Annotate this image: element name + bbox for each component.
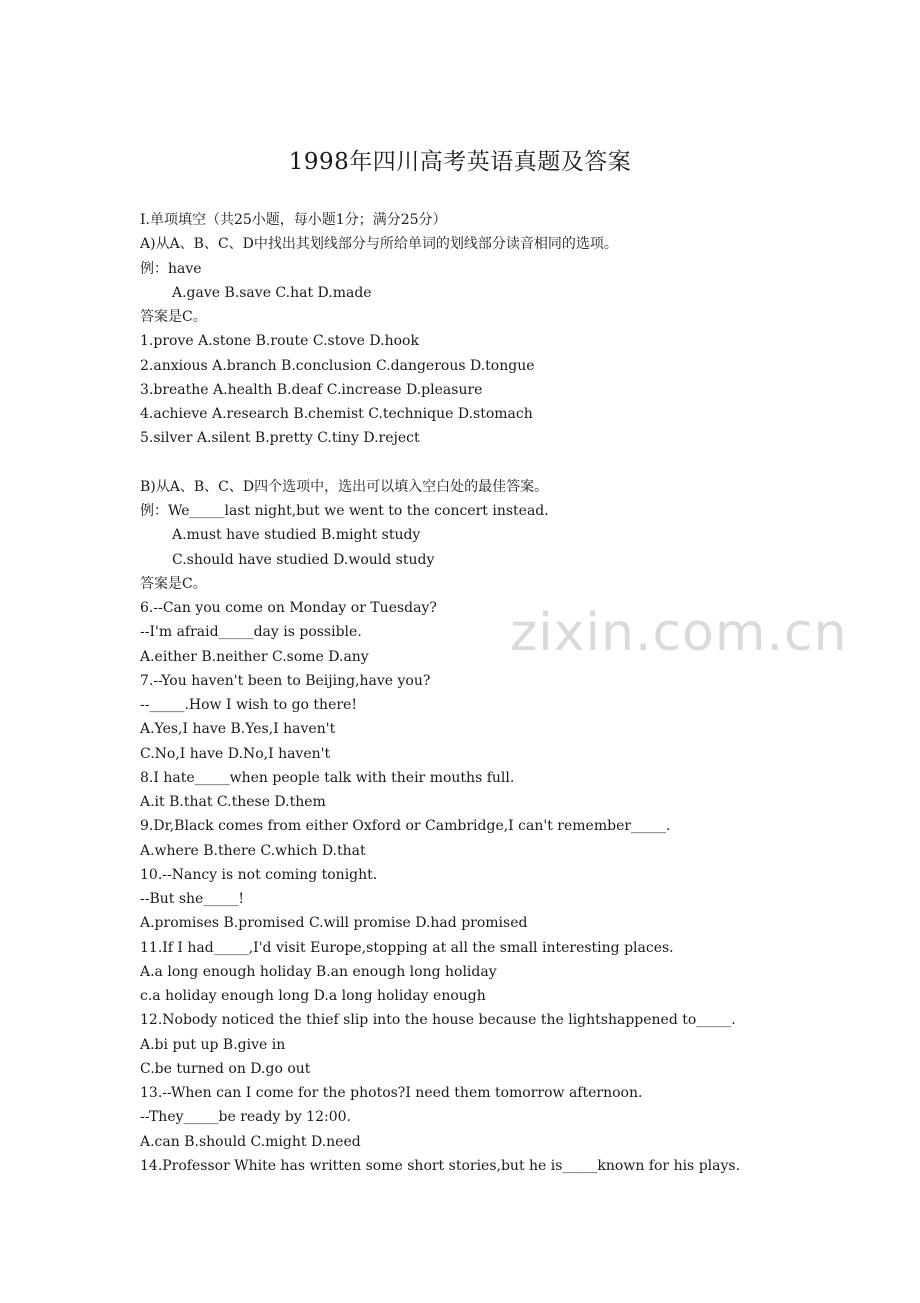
blank-line (140, 451, 800, 475)
text-line: 6.--Can you come on Monday or Tuesday? (140, 600, 437, 616)
text-line: 9.Dr,Black comes from either Oxford or Cambridge,I can't remember_____. (140, 818, 671, 835)
text-line: 1.prove A.stone B.route C.stove D.hook (140, 333, 419, 350)
text-line: A.bi put up B.give in (140, 1036, 286, 1053)
text-line: c.a holiday enough long D.a long holiday enough (140, 988, 486, 1004)
text-line: A.Yes,I have B.Yes,I haven't (140, 721, 336, 738)
text-line: 14.Professor White has written some short stories,but he is_____known for his plays. (140, 1157, 741, 1174)
text-line: Ⅰ.单项填空（共25小题，每小题1分；满分25分） (140, 212, 447, 228)
text-line: A.can B.should C.might D.need (140, 1133, 361, 1150)
text-line: A.where B.there C.which D.that (140, 842, 366, 859)
text-line: 8.I hate_____when people talk with their mouths full. (140, 769, 515, 786)
text-line: C.be turned on D.go out (140, 1060, 311, 1077)
text-line: A.it B.that C.these D.them (140, 794, 326, 810)
text-line: C.should have studied D.would study (172, 551, 435, 568)
text-line: 3.breathe A.health B.deaf C.increase D.pleasure (140, 381, 483, 398)
page-title: 1998年四川高考英语真题及答案 (288, 149, 632, 175)
text-line: 答案是C。 (140, 575, 207, 592)
text-line: 11.If I had_____,I'd visit Europe,stopping at all the small interesting places. (140, 939, 674, 956)
text-line: 例：have (140, 260, 202, 277)
text-line: 4.achieve A.research B.chemist C.technique D.stomach (140, 406, 533, 422)
text-line: B)从A、B、C、D四个选项中，选出可以填入空白处的最佳答案。 (140, 478, 549, 495)
text-line: A.either B.neither C.some D.any (140, 648, 369, 665)
text-line: A.must have studied B.might study (172, 527, 421, 544)
text-line: A.a long enough holiday B.an enough long holiday (140, 963, 497, 980)
text-line: --_____.How I wish to go there! (140, 697, 357, 713)
text-line: A)从A、B、C、D中找出其划线部分与所给单词的划线部分读音相同的选项。 (140, 236, 618, 253)
text-line: --I'm afraid_____day is possible. (140, 624, 362, 641)
text-line: 10.--Nancy is not coming tonight. (140, 866, 378, 883)
text-line: A.promises B.promised C.will promise D.had promised (140, 915, 528, 932)
text-line: 2.anxious A.branch B.conclusion C.dangerous D.tongue (140, 357, 535, 374)
text-line: 答案是C。 (140, 309, 207, 325)
text-line: 12.Nobody noticed the thief slip into the house because the lightshappened to_____. (140, 1012, 736, 1029)
text-line: C.No,I have D.No,I haven't (140, 745, 331, 762)
document-body (140, 208, 800, 1178)
text-line: 7.--You haven't been to Beijing,have you? (140, 672, 431, 689)
text-line: 例：We_____last night,but we went to the concert instead. (140, 503, 549, 519)
text-line: 5.silver A.silent B.pretty C.tiny D.reject (140, 430, 420, 447)
text-line: --But she_____! (140, 891, 244, 907)
text-line: A.gave B.save C.hat D.made (172, 284, 372, 301)
text-line: --They_____be ready by 12:00. (140, 1109, 351, 1126)
text-line: 13.--When can I come for the photos?I need them tomorrow afternoon. (140, 1085, 643, 1101)
watermark: zixin.com.cn (510, 603, 848, 663)
